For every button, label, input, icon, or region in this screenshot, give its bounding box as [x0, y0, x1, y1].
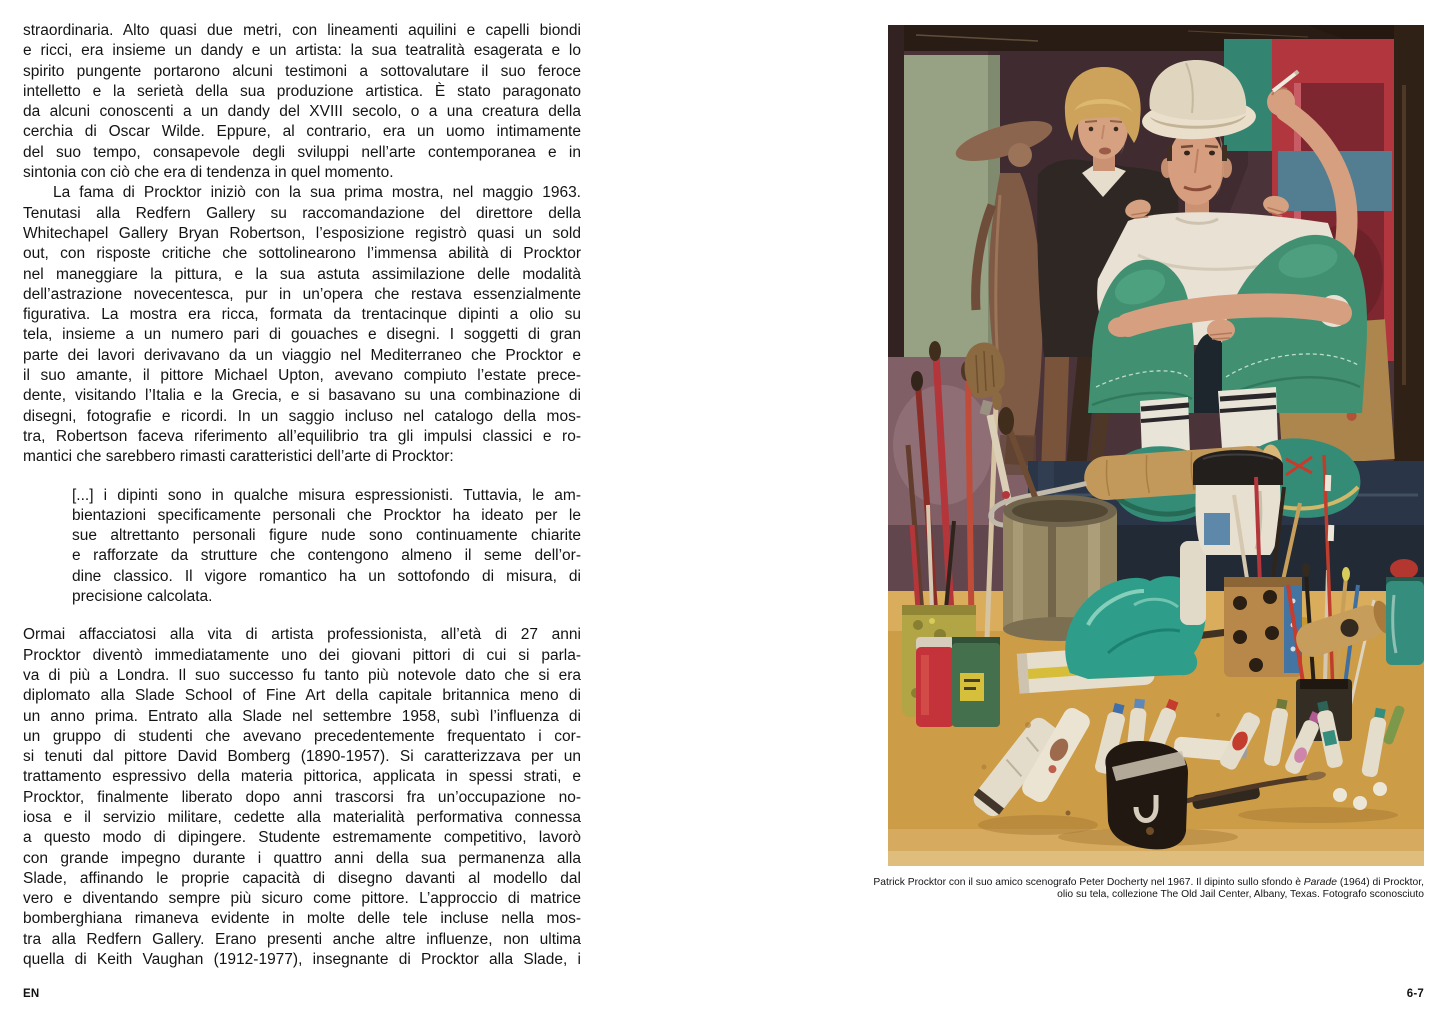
- text-line: da alcuni conoscenti a un dandy del XVIII secolo, o a una creatura della: [23, 103, 581, 121]
- studio-photo-svg: [888, 25, 1424, 866]
- footer-language-label: EN: [23, 988, 40, 1000]
- text-line: spirito pungente portarono alcuni testimoni a sottovalutare il suo feroce: [23, 62, 581, 80]
- caption-line-2: olio su tela, collezione The Old Jail Center, Albany, Texas. Fotografo sconosciuto: [1057, 889, 1424, 901]
- text-line: diplomato alla Slade School of Fine Art della capitale britannica meno di: [23, 687, 581, 705]
- text-line: Tenutasi alla Redfern Gallery su raccomandazione del direttore della: [23, 204, 581, 222]
- text-line: figurativa. La mostra era ricca, formata da trentacinque dipinti a olio su: [23, 306, 581, 324]
- studio-photo: [888, 25, 1424, 866]
- text-line: Procktor diventò immediatamente uno dei giovani pittori di cui si parla-: [23, 646, 581, 664]
- figure-caption: [864, 877, 1424, 902]
- text-line: sintonia con ciò che era di tendenza in quel momento.: [23, 164, 394, 182]
- text-line: disegni, fotografie e ricordi. In un saggio incluso nel catalogo della mos-: [23, 407, 581, 425]
- paragraph: [23, 625, 581, 970]
- text-line: il suo amante, il pittore Michael Upton, avevano compiuto l’estate prece-: [23, 367, 581, 385]
- quote-line: e rafforzate da strutture che contengono almeno il seme dell’or-: [72, 547, 581, 565]
- text-line: tela, insieme a un numero pari di gouaches e disegni. I soggetti di gran: [23, 326, 581, 344]
- text-line: con grande impegno durante i quattro anni della sua permanenza alla: [23, 849, 581, 867]
- text-line: tra alla Redfern Gallery. Erano presenti anche altre influenze, non ultima: [23, 930, 581, 948]
- footer-page-number: 6-7: [1406, 988, 1424, 1000]
- text-line: straordinaria. Alto quasi due metri, con lineamenti aquilini e capelli biondi: [23, 22, 581, 39]
- caption-text: Patrick Procktor con il suo amico scenografo Peter Docherty nel 1967. Il dipinto sullo sfondo è: [873, 877, 1304, 888]
- text-line: tra, Robertson faceva riferimento all’equilibrio tra gli impulsi classici e ro-: [23, 427, 581, 445]
- text-line: si tenuti dal pittore David Bomberg (1890-1957). Si caratterizzava per un: [23, 748, 581, 766]
- text-line: Ormai affacciatosi alla vita di artista professionista, all’età di 27 anni: [23, 626, 581, 644]
- text-line: Slade, affinando le proprie capacità di disegno davanti al modello dal: [23, 869, 581, 887]
- quote-line: [...] i dipinti sono in qualche misura espressionisti. Tuttavia, le am-: [72, 486, 581, 504]
- paragraph: [23, 21, 581, 183]
- text-line: va di più a Londra. Il suo successo fu tanto più notevole dato che si era: [23, 666, 581, 684]
- quote-line: dine classico. Il vigore romantico ha un sottofondo di misura, di: [72, 567, 581, 585]
- text-line: mantici che sarebbero rimasti caratteristici dell’arte di Procktor:: [23, 448, 454, 466]
- quote-line: sue altrettanto personali figure nude sono continuamente chiarite: [72, 527, 581, 545]
- paragraph: [23, 183, 581, 467]
- quote-line: precisione calcolata.: [72, 588, 213, 606]
- text-line: a questo modo di dipingere. Studente estremamente competitivo, lavorò: [23, 829, 581, 847]
- text-line: nel maneggiare la pittura, e la sua astuta assimilazione delle modalità: [23, 265, 581, 283]
- text-line: cerchia di Oscar Wilde. Eppure, al contrario, era un uomo intimamente: [23, 123, 581, 141]
- text-line: vero e diventando sempre più sicuro come pittore. L’approccio di matrice: [23, 890, 581, 908]
- text-line: un anno prima. Entrato alla Slade nel settembre 1958, subì l’influenza di: [23, 707, 581, 725]
- text-line: La fama di Procktor iniziò con la sua prima mostra, nel maggio 1963.: [53, 184, 581, 202]
- text-line: dell’astrazione novecentesca, pur in un’opera che restava essenzialmente: [23, 285, 581, 303]
- block-quote: [23, 486, 581, 608]
- caption-text-cont: (1964) di Procktor,: [1337, 877, 1424, 888]
- text-line: intelletto e la serietà della sua produzione artistica. È stato paragonato: [23, 82, 581, 100]
- text-column: [23, 21, 581, 970]
- text-line: out, con risposte critiche che sottolinearono l’immensa abilità di Procktor: [23, 245, 581, 263]
- text-line: Procktor, finalmente liberato dopo anni trascorsi fra un’occupazione no-: [23, 788, 581, 806]
- text-line: iosa e il servizio militare, cedette alla materialità performativa connessa: [23, 808, 581, 826]
- photo-warm-overlay: [888, 25, 1424, 866]
- text-line: quella di Keith Vaughan (1912-1977), insegnante di Procktor alla Slade, i: [23, 951, 581, 969]
- caption-artwork-title: Parade: [1303, 877, 1337, 888]
- text-line: parte dei lavori derivavano da un viaggio nel Mediterraneo che Procktor e: [23, 346, 581, 364]
- text-line: e ricci, era insieme un dandy e un artista: la sua teatralità esagerata e lo: [23, 42, 581, 60]
- text-line: del suo tempo, consapevole degli sviluppi nell’arte contemporanea e in: [23, 143, 581, 161]
- text-line: dente, visitando l’Italia e la Grecia, e si basavano su una combinazione di: [23, 387, 581, 405]
- text-line: Whitechapel Gallery Bryan Robertson, l’esposizione registrò quasi un sold: [23, 224, 581, 242]
- text-line: un gruppo di studenti che avevano precedentemente frequentato i cor-: [23, 727, 581, 745]
- text-line: bomberghiana rimaneva evidente in molte delle tele incluse nella mos-: [23, 910, 581, 928]
- text-line: trattamento espressivo della materia pittorica, applicata in spessi strati, e: [23, 768, 581, 786]
- quote-line: bientazioni specificamente personali che Procktor ha ideato per le: [72, 506, 581, 524]
